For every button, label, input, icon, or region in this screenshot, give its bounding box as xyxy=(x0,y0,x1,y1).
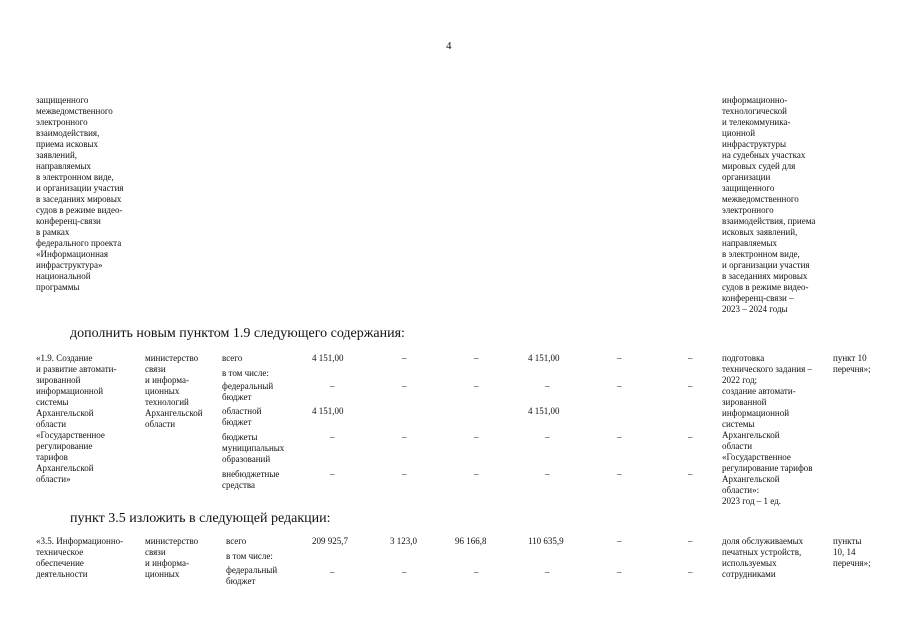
page-number: 4 xyxy=(446,40,452,52)
result-1-9: подготовка технического задания – 2022 год; создание автомати- зированной информационной системы Архангельской области «Государственное регулирование тарифов Архангельской области»: 2023 год – 1 ед. xyxy=(722,353,813,506)
value-cell: – xyxy=(617,353,622,363)
value-cell: – xyxy=(688,536,693,546)
source-label: всего xyxy=(226,536,247,546)
value-cell: – xyxy=(617,469,622,479)
result-3-5: доля обслуживаемых печатных устройств, используемых сотрудниками xyxy=(722,536,804,579)
value-cell: 4 151,00 xyxy=(312,406,344,416)
value-cell: – xyxy=(330,381,335,391)
value-cell: 4 151,00 xyxy=(528,406,560,416)
item-name-3-5: «3.5. Информационно- техническое обеспечение деятельности xyxy=(36,536,124,579)
source-label: внебюджетные средства xyxy=(222,469,280,490)
source-label: областной бюджет xyxy=(222,406,262,427)
value-cell: – xyxy=(688,432,693,442)
executor-3-5: министерство связи и информа- ционных xyxy=(145,536,199,579)
value-cell: – xyxy=(474,469,479,479)
value-cell: – xyxy=(688,469,693,479)
source-label: в том числе: xyxy=(226,551,273,561)
value-cell: – xyxy=(402,567,407,577)
value-cell: – xyxy=(545,432,550,442)
value-cell: – xyxy=(617,536,622,546)
value-cell: – xyxy=(688,381,693,391)
item-name-1-9: «1.9. Создание и развитие автомати- зированной информационной системы Архангельской области «Государственное регулирование тарифов Архангельской области» xyxy=(36,353,117,484)
value-cell: – xyxy=(617,381,622,391)
value-cell: – xyxy=(545,567,550,577)
value-cell: – xyxy=(402,353,407,363)
value-cell: – xyxy=(545,469,550,479)
value-cell: – xyxy=(688,353,693,363)
source-label: всего xyxy=(222,353,243,363)
value-cell: – xyxy=(474,432,479,442)
source-label: бюджеты муниципальных образований xyxy=(222,432,285,464)
section-heading-3-5: пункт 3.5 изложить в следующей редакции: xyxy=(70,511,331,526)
value-cell: 3 123,0 xyxy=(390,536,417,546)
value-cell: – xyxy=(474,353,479,363)
carryover-result-text: информационно- технологической и телекоммуника- ционной инфраструктуры на судебных участках мировых судей для организации защищенного межведомственного электронного взаимодействия, приема исковых заявлений, направляемых в электронном виде, и организации участия в заседаниях мировых судов в режиме видео- конференц-связи – 2023 – 2024 годы xyxy=(722,95,816,314)
value-cell: – xyxy=(402,381,407,391)
ref-1-9: пункт 10 перечня»; xyxy=(833,353,871,374)
value-cell: – xyxy=(617,432,622,442)
value-cell: – xyxy=(474,381,479,391)
value-cell: 4 151,00 xyxy=(312,353,344,363)
ref-3-5: пункты 10, 14 перечня»; xyxy=(833,536,871,568)
source-label: федеральный бюджет xyxy=(222,381,274,402)
value-cell: – xyxy=(330,567,335,577)
source-label: федеральный бюджет xyxy=(226,565,278,586)
source-label: в том числе: xyxy=(222,368,269,378)
value-cell: – xyxy=(545,381,550,391)
value-cell: – xyxy=(688,567,693,577)
value-cell: 209 925,7 xyxy=(312,536,348,546)
value-cell: 96 166,8 xyxy=(455,536,487,546)
value-cell: – xyxy=(617,567,622,577)
section-heading-1-9: дополнить новым пунктом 1.9 следующего содержания: xyxy=(70,326,405,341)
executor-1-9: министерство связи и информа- ционных технологий Архангельской области xyxy=(145,353,203,429)
value-cell: 110 635,9 xyxy=(528,536,564,546)
value-cell: – xyxy=(402,432,407,442)
value-cell: – xyxy=(330,432,335,442)
value-cell: 4 151,00 xyxy=(528,353,560,363)
value-cell: – xyxy=(474,567,479,577)
carryover-program-name: защищенного межведомственного электронного взаимодействия, приема исковых заявлений, направляемых в электронном виде, и организации участия в заседаниях мировых судов в режиме видео- конференц-связи в рамках федерального проекта «Информационная инфраструктура» национальной программы xyxy=(36,95,124,292)
value-cell: – xyxy=(330,469,335,479)
value-cell: – xyxy=(402,469,407,479)
